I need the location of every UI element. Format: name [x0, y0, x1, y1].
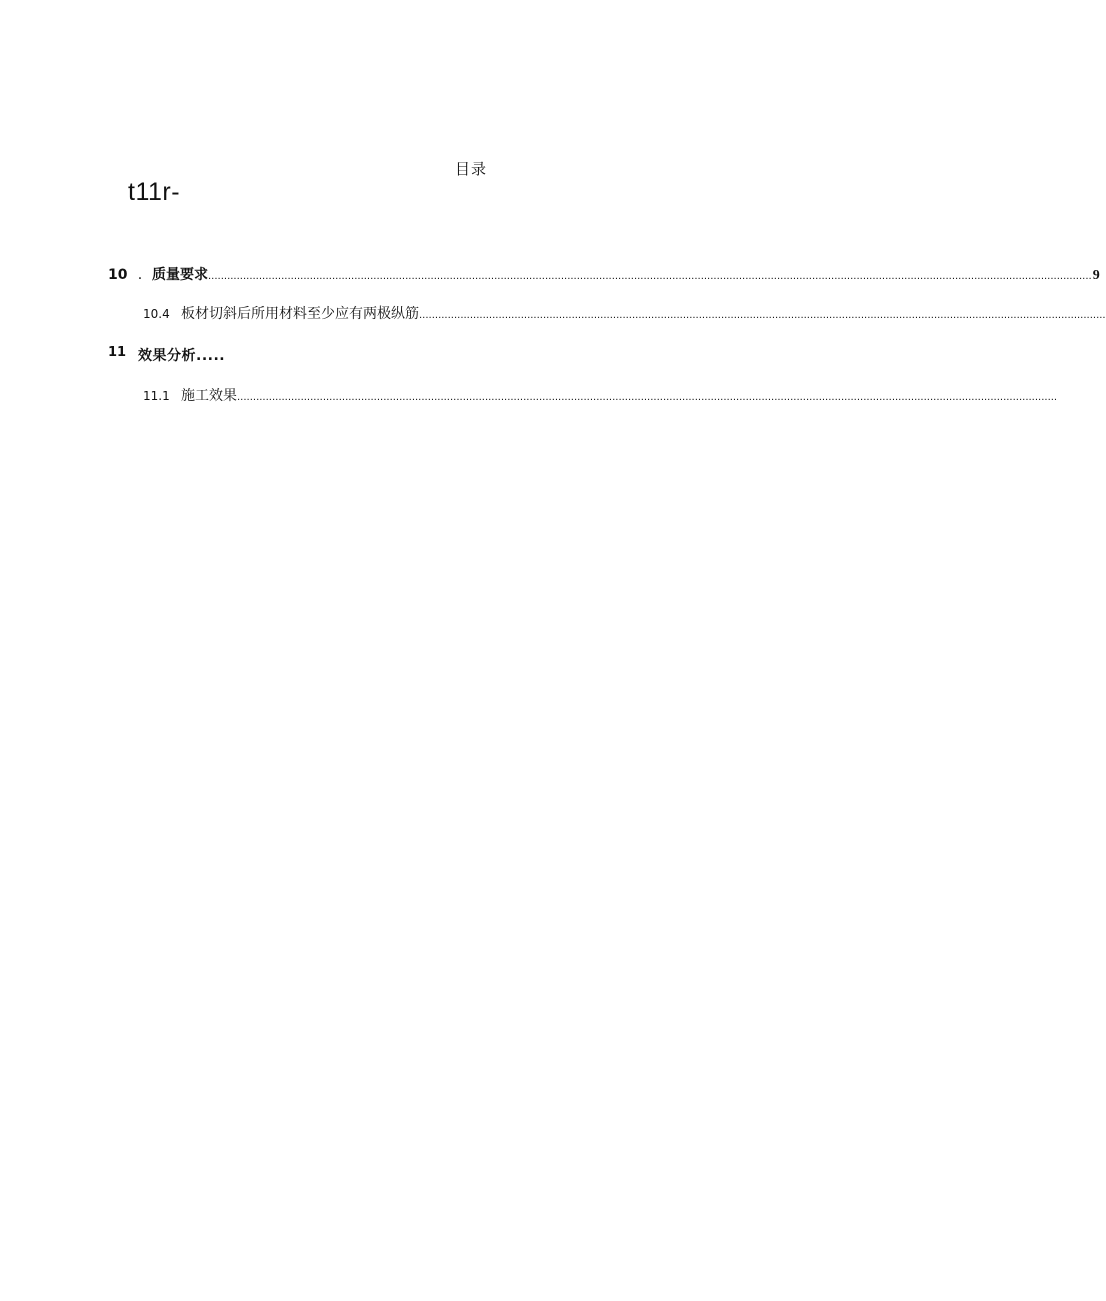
toc-entry-separator: . [137, 267, 143, 283]
toc-entry-number: 10 [108, 267, 128, 283]
toc-entry-11-1[interactable] [143, 385, 1058, 405]
toc-page-number: 9 [1092, 268, 1100, 283]
toc-entry-number: 11.1 [143, 389, 170, 403]
toc-dot-leader: ...................................................................................................................................................................................................................................................................................... [208, 271, 1092, 282]
toc-dot-leader: ........................................................................................................................................................................................................................ [419, 310, 1106, 321]
page-title: 目录 [454, 160, 487, 178]
toc-entry-11[interactable] [108, 345, 225, 365]
toc-dot-leader: .................................................................................................................................................................................................................................................................. [237, 392, 1058, 403]
toc-entry-10[interactable] [108, 264, 1100, 284]
toc-entry-title: 板材切斜后所用材料至少应有两极纵筋 [181, 306, 419, 322]
toc-entry-10-4[interactable] [143, 303, 1106, 323]
toc-entry-number: 10.4 [143, 307, 170, 321]
toc-entry-number: 11 [108, 345, 127, 360]
toc-entry-title: 施工效果 [181, 388, 237, 404]
stray-mark-text: t11r- [128, 178, 181, 206]
toc-entry-title: 质量要求 [152, 267, 208, 283]
toc-entry-title: 效果分析..... [138, 348, 226, 364]
